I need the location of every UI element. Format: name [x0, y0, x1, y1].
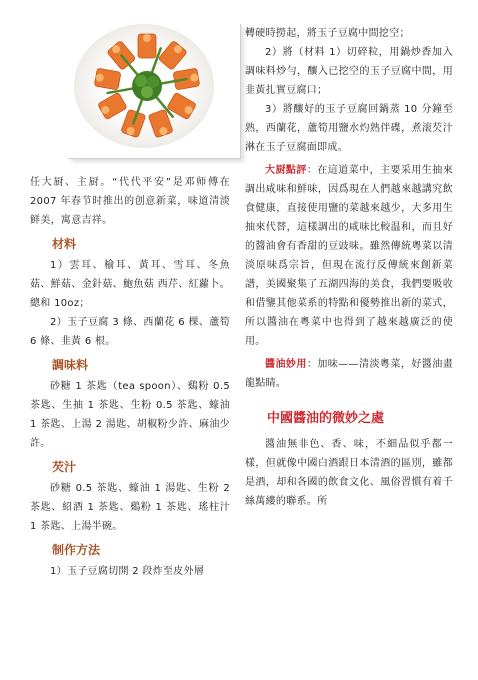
- sauce-text: 砂糖 0.5 茶匙、蠔油 1 湯匙、生粉 2 茶匙、紹酒 1 茶匙、鷄粉 1 茶匙、瑤柱汁 1 茶匙、上湯半碗。: [30, 483, 230, 532]
- method-heading: 制作方法: [52, 543, 101, 557]
- left-column: [30, 24, 230, 581]
- method-step-2: 2）將（材料 1）切碎粒，用鍋炒香加入調味料炒勻，釀入已挖空的玉子豆腐中間，用韭黃扎實豆腐口；: [245, 47, 453, 96]
- soy-tip-text: ：加味——清淡粵菜，好醬油畫龍點睛。: [245, 359, 454, 389]
- chef-comment: [245, 161, 453, 351]
- method-step-1: 1）玉子豆腐切開 2 段炸至皮外層: [50, 566, 205, 577]
- materials-item-1: 1）雲耳、榆耳、黃耳、雪耳、冬魚菇、鮮菇、金針菇、鮑魚菇 西芹、紅蘿卜。總和 10oz；: [30, 260, 230, 309]
- soy-tip: [245, 355, 453, 393]
- sidebar-text: 醬油無非色、香、味，不細品似乎都一樣，但就像中國白酒跟日本清酒的區別，雖都是酒，却和各國的飲食文化、風俗習慣有着千絲萬縷的聯系。所: [245, 439, 453, 507]
- seasoning-text: 砂糖 1 茶匙（tea spoon）、鷄粉 0.5 茶匙、生抽 1 茶匙、生粉 0.5 茶匙、蠔油 1 茶匙、上湯 2 湯匙、胡椒粉少許、麻油少許。: [30, 381, 230, 449]
- right-column: [245, 24, 453, 511]
- method-step-1-continued: 轉硬時撈起，將玉子豆腐中間挖空；: [245, 28, 410, 39]
- soy-tip-label: 醬油妙用: [265, 359, 307, 370]
- chef-comment-label: 大厨點評: [265, 165, 307, 176]
- dish-illustration: [72, 24, 222, 154]
- seasoning-heading: 調味料: [52, 358, 89, 372]
- materials-heading: 材料: [52, 237, 77, 251]
- materials-item-2: 2）玉子豆腐 3 條、西蘭花 6 棵、蘆筍 6 條、韭黃 6 根。: [30, 317, 230, 347]
- sidebar-title: 中國醬油的微妙之處: [267, 411, 385, 426]
- chef-intro: 任大厨、主厨。“代代平安”是邓师傅在 2007 年春节时推出的创意新菜，味道清淡鲜美，寓意吉祥。: [30, 177, 230, 226]
- method-step-3: 3）將釀好的玉子豆腐回鍋蒸 10 分鐘至熟，西蘭花，蘆筍用鹽水灼熟伴碟，煮滚芡汁淋在玉子豆腐面即成。: [245, 104, 453, 153]
- dish-photo: [68, 24, 241, 159]
- chef-comment-text: ：在這道菜中，主要采用生抽來調出咸味和鮮味，因爲現在人們越來越講究飲食健康，直接使用鹽的菜越來越少，大多用生抽來代替，這樣調出的咸味比較温和，而且好的醬油會有香甜的豆豉味。雖然傳統粵菜以清淡原味爲宗旨，但現在流行反傳統來創新菜譜，美國聚集了五湖四海的美食，我們要吸收和借鑒其他菜系的特點和優勢推出新的菜式，所以醬油在粵菜中也得到了越來越廣泛的使用。: [245, 165, 453, 347]
- sauce-heading: 芡汁: [52, 460, 77, 474]
